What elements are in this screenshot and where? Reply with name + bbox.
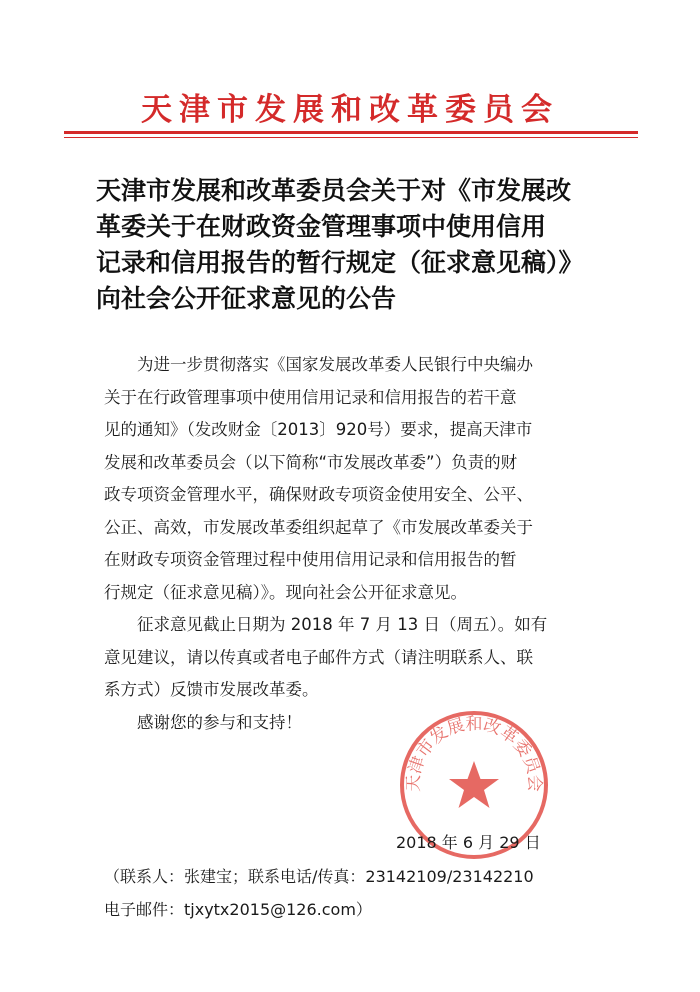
body-line: 见的通知》（发改财金〔2013〕920号）要求，提高天津市 (104, 420, 533, 439)
letterhead-rule-thin (64, 137, 638, 138)
document-date: 2018 年 6 月 29 日 (396, 833, 541, 852)
body-line: 意见建议，请以传真或者电子邮件方式（请注明联系人、联 (104, 647, 533, 667)
letterhead-rule-thick (64, 131, 638, 134)
body-line: 在财政专项资金管理过程中使用信用记录和信用报告的暂 (104, 550, 517, 569)
body-line: 发展和改革委员会（以下简称“市发展改革委”）负责的财 (104, 452, 518, 472)
body-line: 为进一步贯彻落实《国家发展改革委人民银行中央编办 (104, 355, 533, 374)
title-line: 向社会公开征求意见的公告 (96, 284, 397, 313)
body-line: 感谢您的参与和支持！ (104, 712, 302, 732)
star-icon (449, 761, 499, 808)
title-line: 革委关于在财政资金管理事项中使用信用 (96, 212, 547, 241)
seal-text: 天津市发展和改革委员会 (403, 714, 545, 792)
contact-line: （联系人：张建宝；联系电话/传真：23142109/23142210 (104, 867, 534, 886)
contact-email-line: 电子邮件：tjxytx2015@126.com） (104, 900, 372, 919)
document-title (96, 173, 608, 317)
body-line: 系方式）反馈市发展改革委。 (104, 680, 319, 699)
document-body (104, 349, 604, 739)
body-line: 政专项资金管理水平，确保财政专项资金使用安全、公平、 (104, 485, 533, 504)
contact-info (104, 860, 534, 926)
title-line: 记录和信用报告的暂行规定（征求意见稿）》 (96, 248, 584, 277)
body-line: 公正、高效，市发展改革委组织起草了《市发展改革委关于 (104, 517, 533, 537)
body-line: 关于在行政管理事项中使用信用记录和信用报告的若干意 (104, 387, 517, 407)
body-line: 行规定（征求意见稿）》。现向社会公开征求意见。 (104, 582, 467, 602)
letterhead-title: 天津市发展和改革委员会 (141, 92, 559, 128)
title-line: 天津市发展和改革委员会关于对《市发展改 (96, 176, 572, 205)
body-line: 征求意见截止日期为 2018 年 7 月 13 日（周五）。如有 (104, 615, 548, 634)
